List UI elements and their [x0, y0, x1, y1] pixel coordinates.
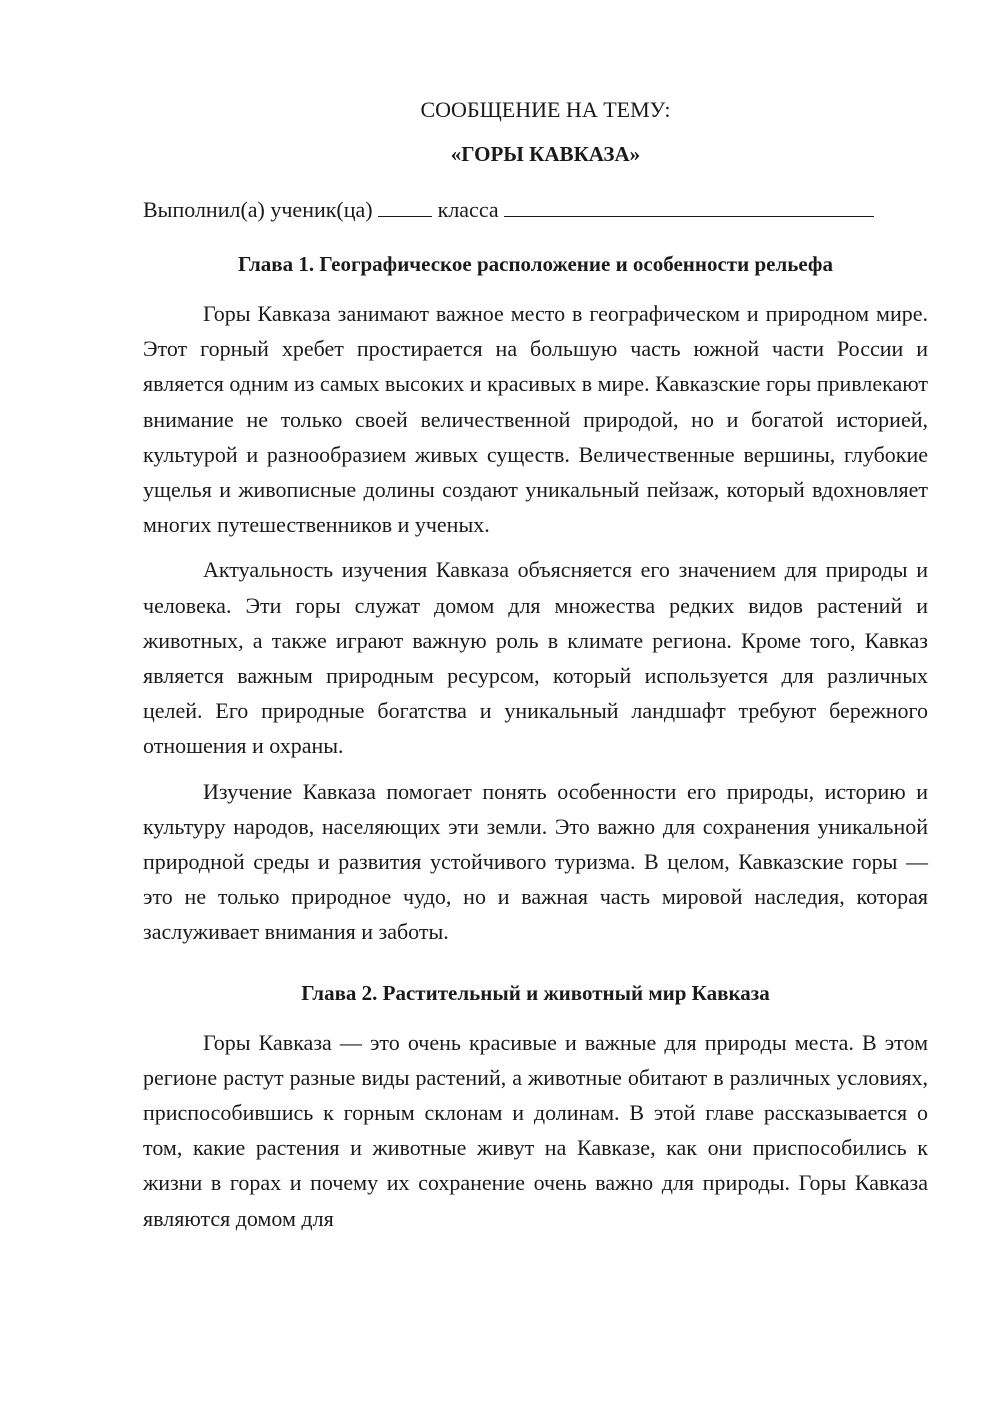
document-subtitle: «ГОРЫ КАВКАЗА» [450, 142, 641, 166]
chapter-1-paragraph: Актуальность изучения Кавказа объясняется его значением для природы и человека. Эти горы служат домом для множества редких видов растений и животных, а также играют важную роль в климате региона. Кроме того, Кавказ является важным природным ресурсом, который используется для различных целей. Его природные богатства и уникальный ландшафт требуют бережного отношения и охраны. [143, 557, 928, 759]
document-title: СООБЩЕНИЕ НА ТЕМУ: [420, 97, 671, 122]
chapter-1-paragraph: Изучение Кавказа помогает понять особенности его природы, историю и культуру народов, населяющих эти земли. Это важно для сохранения уникальной природной среды и развития устойчивого туризма. В целом, Кавказские горы — это не только природное чудо, но и важная часть мировой наследия, которая заслуживает внимания и заботы. [143, 778, 928, 945]
document-body [143, 92, 928, 1236]
chapter-2-heading: Глава 2. Растительный и животный мир Кавказа [301, 980, 770, 1005]
performed-by-label: Выполнил(а) ученик(ца) [143, 197, 373, 222]
chapter-2-paragraph: Горы Кавказа — это очень красивые и важные для природы места. В этом регионе растут разные виды растений, а животные обитают в различных условиях, приспособившись к горным склонам и долинам. В этой главе рассказывается о том, какие растения и животные живут на Кавказе, как они приспособились к жизни в горах и почему их сохранение очень важно для природы. Горы Кавказа являются домом для [143, 1029, 928, 1231]
chapter-1-paragraph: Горы Кавказа занимают важное место в географическом и природном мире. Этот горный хребет простирается на большую часть южной части России и является одним из самых высоких и красивых в мире. Кавказские горы привлекают внимание не только своей величественной природой, но и богатой историей, культурой и разнообразием живых существ. Величественные вершины, глубокие ущелья и живописные долины создают уникальный пейзаж, который вдохновляет многих путешественников и ученых. [143, 301, 928, 538]
chapter-1-heading: Глава 1. Географическое расположение и особенности рельефа [238, 252, 833, 276]
class-number-blank [378, 196, 432, 217]
class-label: класса [437, 197, 499, 222]
author-line [143, 192, 928, 227]
student-name-blank [504, 196, 874, 217]
